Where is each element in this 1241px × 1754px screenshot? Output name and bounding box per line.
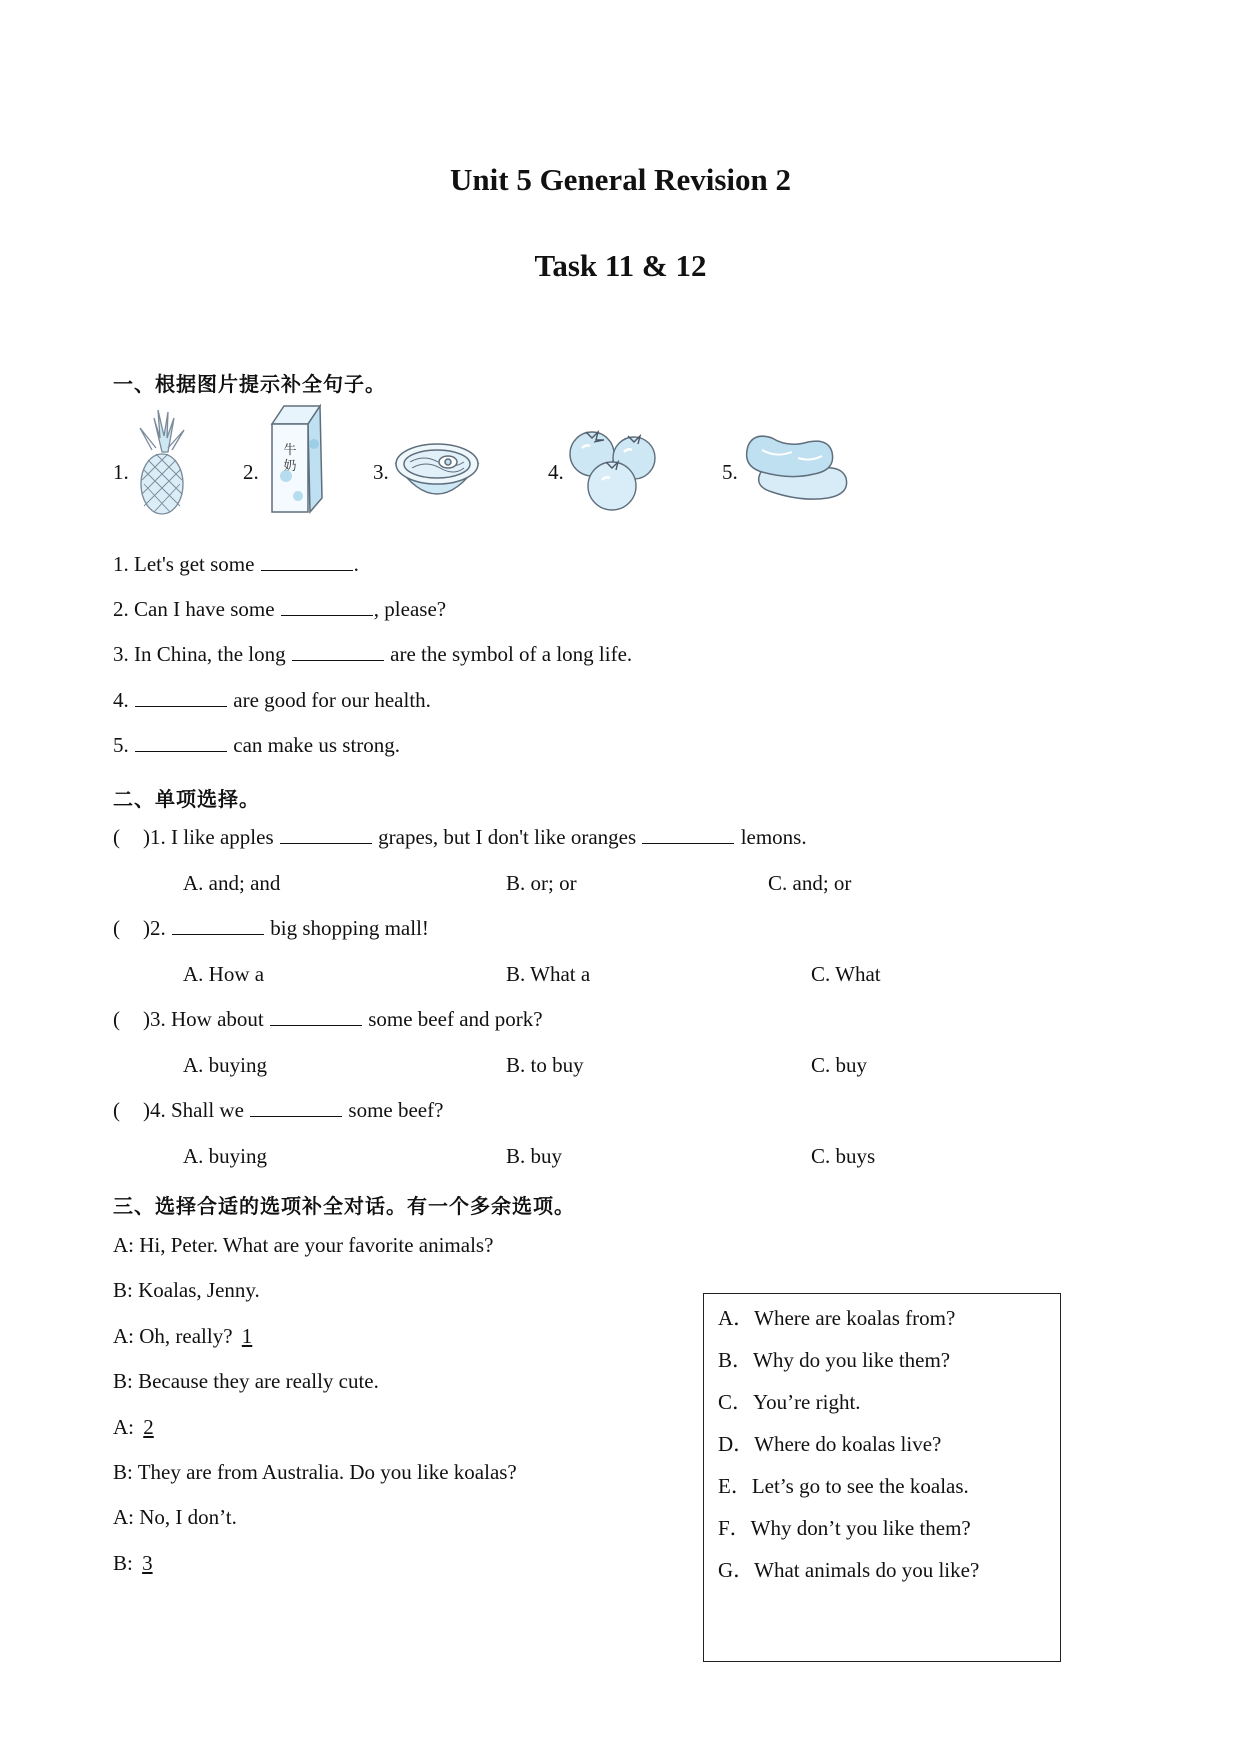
milk-carton-icon <box>264 404 328 516</box>
answer-paren[interactable]: ( <box>113 1007 120 1031</box>
option-c[interactable]: C. What <box>811 962 881 986</box>
picture-number-2: 2. <box>243 460 259 484</box>
option-a[interactable]: A. buying <box>183 1053 267 1077</box>
question-text: lemons. <box>735 825 807 849</box>
answer-paren[interactable]: ( <box>113 916 120 940</box>
picture-number-1: 1. <box>113 460 129 484</box>
question-text: )3. How about <box>143 1007 269 1031</box>
answer-blank[interactable] <box>292 642 384 661</box>
question-line <box>113 1098 443 1123</box>
question-text: )1. I like apples <box>143 825 279 849</box>
box-option-b: B．Why do you like them? <box>718 1348 951 1372</box>
dialogue-line: B: Koalas, Jenny. <box>113 1278 260 1302</box>
answer-blank[interactable] <box>280 825 372 844</box>
sentence-text: 3. In China, the long <box>113 642 291 666</box>
option-c[interactable]: C. and; or <box>768 871 852 895</box>
sentence-text: , please? <box>373 597 447 621</box>
dialogue-blank[interactable]: 1 <box>241 1324 253 1348</box>
sentence-text: can make us strong. <box>228 733 401 757</box>
option-b[interactable]: B. What a <box>506 962 591 986</box>
dialogue-text: A: <box>113 1415 140 1439</box>
fill-sentence <box>113 552 359 577</box>
dialogue-line: A: No, I don’t. <box>113 1505 237 1529</box>
sentence-text: 4. <box>113 688 134 712</box>
fill-sentence <box>113 688 431 713</box>
dialogue-line: B: They are from Australia. Do you like koalas? <box>113 1460 517 1484</box>
page-title: Unit 5 General Revision 2 <box>450 162 791 197</box>
question-line <box>113 1007 543 1032</box>
answer-blank[interactable] <box>261 552 353 571</box>
dialogue-line: A: Hi, Peter. What are your favorite animals? <box>113 1233 494 1257</box>
answer-blank[interactable] <box>250 1098 342 1117</box>
pineapple-icon <box>132 408 192 516</box>
dialogue-text: B: <box>113 1551 139 1575</box>
question-text: )2. <box>143 916 171 940</box>
option-a[interactable]: A. and; and <box>183 871 281 895</box>
answer-blank[interactable] <box>135 733 227 752</box>
answer-blank[interactable] <box>270 1007 362 1026</box>
sentence-text: are good for our health. <box>228 688 431 712</box>
fill-sentence <box>113 733 400 758</box>
picture-number-3: 3. <box>373 460 389 484</box>
answer-blank[interactable] <box>642 825 734 844</box>
question-line <box>113 825 807 850</box>
question-text: )4. Shall we <box>143 1098 250 1122</box>
question-line <box>113 916 429 941</box>
sentence-text: . <box>353 552 359 576</box>
box-option-d: D．Where do koalas live? <box>718 1432 942 1456</box>
tomatoes-icon <box>568 424 660 514</box>
dialogue-text: A: Oh, really? <box>113 1324 238 1348</box>
noodle-bowl-icon <box>394 440 480 512</box>
option-a[interactable]: A. How a <box>183 962 265 986</box>
question-text: big shopping mall! <box>265 916 429 940</box>
dialogue-line <box>113 1551 167 1576</box>
meat-slices-icon <box>742 432 854 512</box>
question-text: some beef? <box>343 1098 444 1122</box>
answer-blank[interactable] <box>135 688 227 707</box>
dialogue-line <box>113 1415 168 1440</box>
dialogue-blank[interactable]: 2 <box>143 1415 154 1439</box>
sentence-text: 2. Can I have some <box>113 597 280 621</box>
answer-blank[interactable] <box>281 597 373 616</box>
section3-heading: 三、选择合适的选项补全对话。有一个多余选项。 <box>113 1194 575 1218</box>
question-text: some beef and pork? <box>362 1007 543 1031</box>
sentence-text: are the symbol of a long life. <box>384 642 633 666</box>
sentence-text: 5. <box>113 733 134 757</box>
box-option-g: G．What animals do you like? <box>718 1558 980 1582</box>
dialogue-line <box>113 1324 266 1349</box>
section1-heading: 一、根据图片提示补全句子。 <box>113 372 386 396</box>
fill-sentence <box>113 642 632 667</box>
option-a[interactable]: A. buying <box>183 1144 267 1168</box>
sentence-text: 1. Let's get some <box>113 552 260 576</box>
box-option-f: F．Why don’t you like them? <box>718 1516 971 1540</box>
option-c[interactable]: C. buy <box>811 1053 868 1077</box>
picture-number-4: 4. <box>548 460 564 484</box>
option-c[interactable]: C. buys <box>811 1144 876 1168</box>
answer-blank[interactable] <box>172 916 264 935</box>
question-text: grapes, but I don't like oranges <box>372 825 642 849</box>
section2-heading: 二、单项选择。 <box>113 787 260 811</box>
answer-paren[interactable]: ( <box>113 1098 120 1122</box>
answer-paren[interactable]: ( <box>113 825 120 849</box>
page-subtitle: Task 11 & 12 <box>534 248 707 283</box>
picture-number-5: 5. <box>722 460 738 484</box>
carton-text-top: 牛 <box>283 443 297 458</box>
option-b[interactable]: B. or; or <box>506 871 577 895</box>
box-option-e: E．Let’s go to see the koalas. <box>718 1474 969 1498</box>
option-b[interactable]: B. buy <box>506 1144 563 1168</box>
option-b[interactable]: B. to buy <box>506 1053 584 1077</box>
dialogue-line: B: Because they are really cute. <box>113 1369 379 1393</box>
fill-sentence <box>113 597 446 622</box>
carton-text-bottom: 奶 <box>283 459 297 474</box>
box-option-c: C．You’re right. <box>718 1390 861 1414</box>
dialogue-blank[interactable]: 3 <box>142 1551 153 1575</box>
box-option-a: A．Where are koalas from? <box>718 1306 956 1330</box>
